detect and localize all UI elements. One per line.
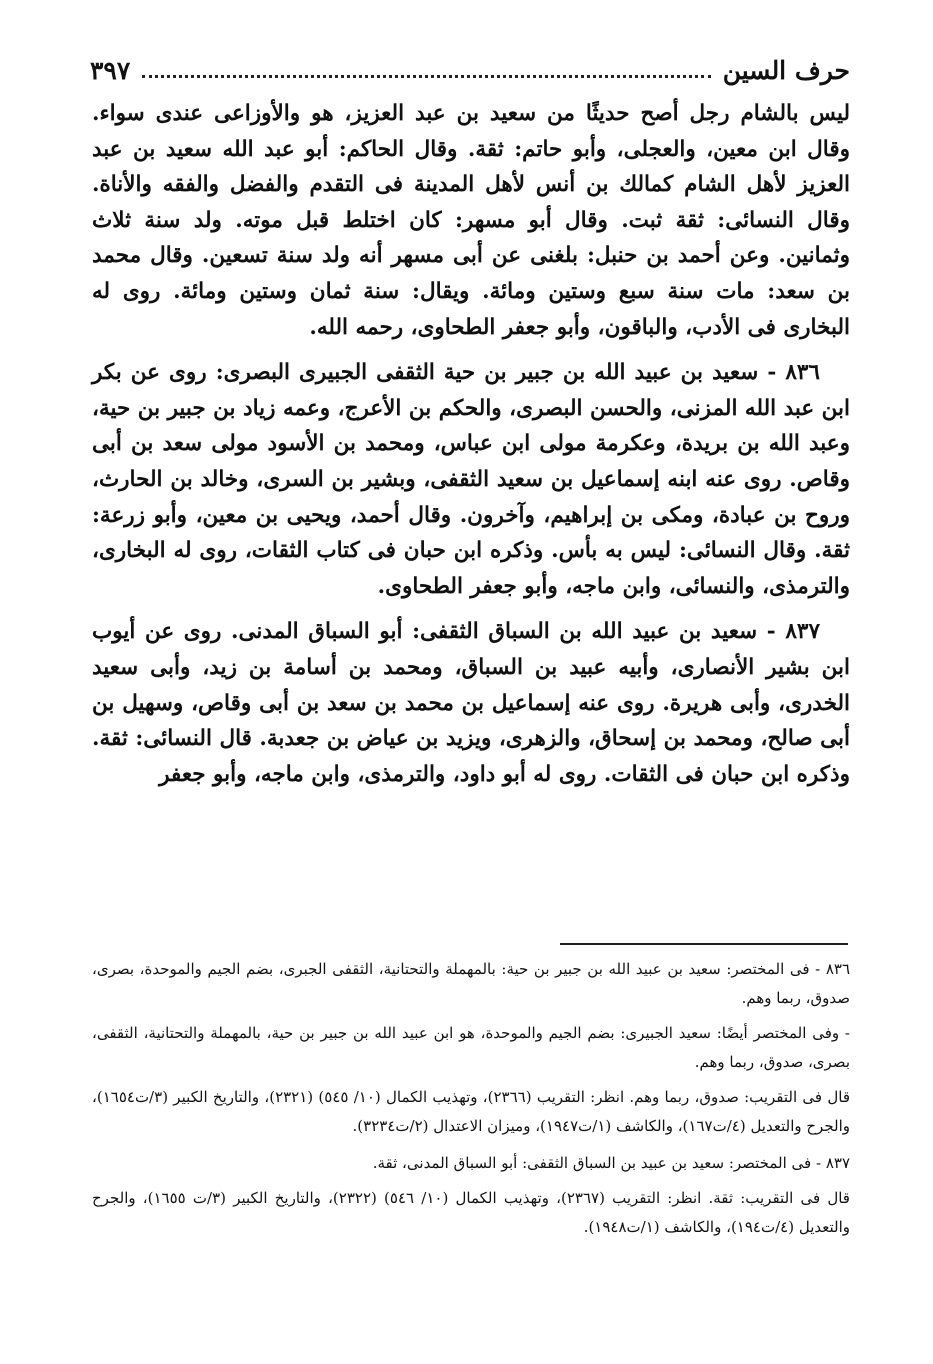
footnote: ٨٣٦ - فى المختصر: سعيد بن عبيد الله بن جبير بن حية: بالمهملة والتحتانية، الثقفى الجبرى، بضم الجيم والموحدة، بصرى، صدوق، ربما وهم. bbox=[92, 960, 850, 1007]
running-header bbox=[90, 50, 850, 90]
footnotes bbox=[92, 955, 850, 1248]
entry-text: سعيد بن عبيد الله بن جبير بن حية الثقفى الجبيرى البصرى: روى عن بكر ابن عبد الله المزنى، والحسن البصرى، والحكم بن الأعرج، وعمه زياد بن جبير بن حية، وعبد الله بن بريدة، وعكرمة مولى ابن عباس، ومحمد بن الأسود مولى سعد بن أبى وقاص. روى عنه ابنه إسماعيل بن سعيد الثقفى، وبشير بن السرى، وخالد بن الحارث، وروح بن عبادة، ومكى بن إبراهيم، وآخرون. وقال أحمد، ويحيى بن معين، وأبو زرعة: ثقة. وقال النسائى: ليس به بأس. وذكره ابن حبان فى كتاب الثقات، روى له البخارى، والترمذى، والنسائى، وابن ماجه، وأبو جعفر الطحاوى. bbox=[92, 360, 850, 599]
main-text bbox=[92, 96, 850, 792]
footnote: قال فى التقريب: صدوق، ربما وهم. انظر: التقريب (٢٣٦٦)، وتهذيب الكمال (١٠/ ٥٤٥) (٢٣٢١)، والتاريخ الكبير (٣/ت١٦٥٤)، والجرح والتعديل (٤/ت١٦٧)، والكاشف (١/ت١٩٤٧)، وميزان الاعتدال (٢/ت٣٢٣٤). bbox=[92, 1088, 850, 1135]
entry-text: سعيد بن عبيد الله بن السباق الثقفى: أبو السباق المدنى. روى عن أيوب ابن بشير الأنصارى، وأبيه عبيد بن السباق، ومحمد بن أسامة بن زيد، وأبى سعيد الخدرى، وأبى هريرة. روى عنه إسماعيل بن محمد بن سعد بن أبى وقاص، وسهيل بن أبى صالح، ومحمد بن إسحاق، والزهرى، ويزيد بن عياض بن جعدبة. قال النسائى: ثقة. وذكره ابن حبان فى الثقات. روى له أبو داود، والترمذى، وابن ماجه، وأبو جعفر bbox=[92, 619, 850, 787]
chapter-title: حرف السين bbox=[722, 55, 850, 85]
entry-836 bbox=[92, 355, 850, 604]
footnote: - وفى المختصر أيضًا: سعيد الجبيرى: بضم الجيم والموحدة، هو ابن عبيد الله بن جبير بن حية، بالمهملة والتحتانية، الثقفى، بصرى، صدوق، ربما وهم. bbox=[92, 1024, 850, 1071]
entry-number: ٨٣٧ - bbox=[766, 619, 820, 645]
entry-837 bbox=[92, 614, 850, 792]
footnote: ٨٣٧ - فى المختصر: سعيد بن عبيد بن السباق الثقفى: أبو السباق المدنى، ثقة. bbox=[372, 1154, 850, 1172]
page-number: ٣٩٧ bbox=[90, 55, 131, 85]
entry-number: ٨٣٦ - bbox=[767, 360, 820, 386]
continued-paragraph: ليس بالشام رجل أصح حديثًا من سعيد بن عبد العزيز، هو والأوزاعى عندى سواء. وقال ابن معين، والعجلى، وأبو حاتم: ثقة. وقال الحاكم: أبو عبد الله سعيد بن عبد العزيز لأهل الشام كمالك بن أنس لأهل المدينة فى التقدم والفضل والفقه والأناة. وقال النسائى: ثقة ثبت. وقال أبو مسهر: كان اختلط قبل موته. ولد سنة ثلاث وثمانين. وعن أحمد بن حنبل: بلغنى عن أبى مسهر أنه ولد سنة تسعين. وقال محمد بن سعد: مات سنة سبع وستين ومائة. ويقال: سنة ثمان وستين ومائة. روى له البخارى فى الأدب، والباقون، وأبو جعفر الطحاوى، رحمه الله. bbox=[92, 101, 850, 340]
footnote: قال فى التقريب: ثقة. انظر: التقريب (٢٣٦٧)، وتهذيب الكمال (١٠/ ٥٤٦) (٢٣٢٢)، والتاريخ الكبير (٣/ت ١٦٥٥)، والجرح والتعديل (٤/ت١٩٤)، والكاشف (١/ت١٩٤٨). bbox=[92, 1189, 850, 1236]
header-dot-leader bbox=[142, 75, 710, 78]
footnote-separator bbox=[560, 943, 848, 945]
